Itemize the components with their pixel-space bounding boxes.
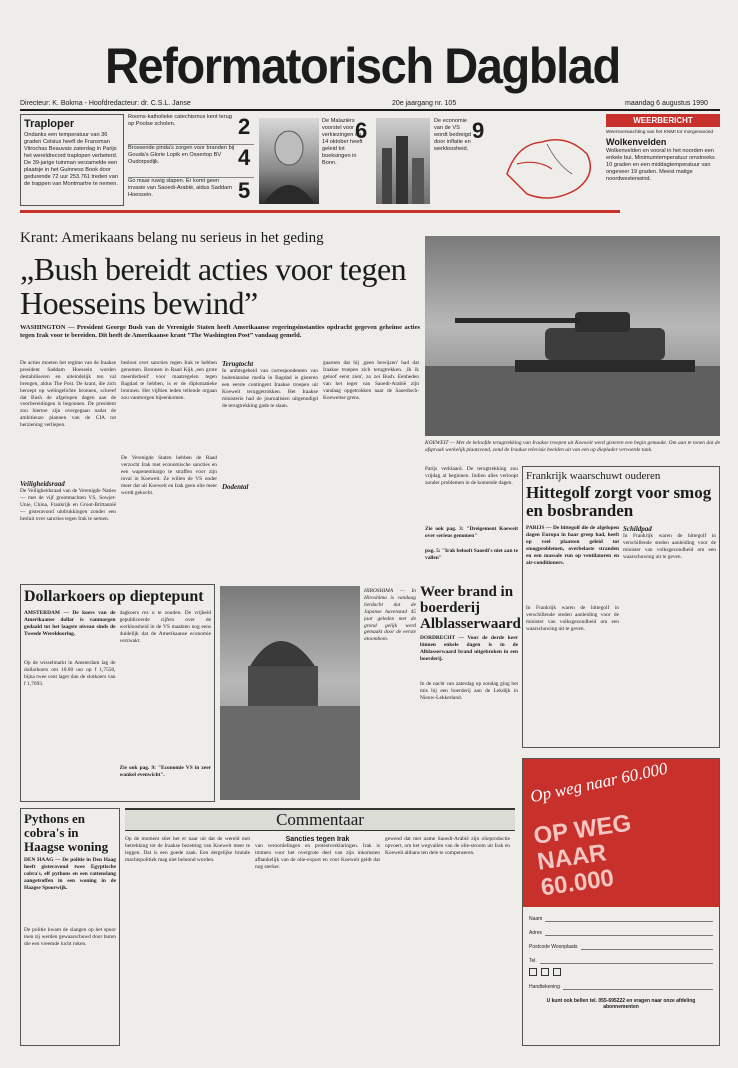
ad-checkboxes <box>529 968 713 976</box>
teaser-text: De economie van de VS wordt bedreigd door inflatie en werkloosheid. <box>434 118 472 152</box>
commentaar-header: Commentaar <box>125 808 515 831</box>
pythons-headline: Pythons en cobra's in Haagse woning <box>24 811 109 854</box>
ad-stamp-text: Op weg naar 60.000 <box>528 759 670 807</box>
hiroshima-caption: HIROSHIMA — In Hiroshima is vandaag herdacht dat de Japanse havenstad 45 jaar geleden met de grond gelijk werd gemaakt door de eerste atoombom. <box>364 588 416 643</box>
lead-subhead: Terugtocht <box>222 360 254 368</box>
dollar-text: dagkoers rez u te zouden. De vrijheid gepubliceerde cijfers over de werkloosheid in de VS maakten nog eens duidelijk dat de Amerikaanse economie verzwakt. <box>119 610 211 644</box>
weather-header: WEERBERICHT <box>606 114 720 127</box>
ad-slogan <box>532 811 640 902</box>
lead-kicker: Krant: Amerikaans belang nu serieus in het geding <box>20 230 324 246</box>
frankrijk-kicker: Frankrijk waarschuwt ouderen <box>526 470 661 482</box>
skyline-photo <box>376 118 430 204</box>
frankrijk-headline: Hittegolf zorgt voor smog en bosbranden <box>526 483 712 520</box>
weather-source: Weersverwachting van het KNMI tot morgenavond <box>606 130 714 135</box>
dollar-article <box>20 584 215 802</box>
form-label: Handtekening <box>529 984 560 990</box>
tank-icon <box>425 236 720 436</box>
frankrijk-intro: PARIJS — De hittegolf die de afgelopen dagen Europa in haar greep had, heeft op veel plaatsen geleid tot smogproblemen, overbelaste stranden en een massale run op ventilatoren en air-conditioners. <box>526 525 619 566</box>
teaser-page-number: 9 <box>472 118 485 143</box>
lead-column-1 <box>20 360 116 580</box>
teaser-item[interactable] <box>128 178 254 206</box>
form-label: Tel. <box>529 958 537 964</box>
ad-red-banner <box>523 759 719 907</box>
teaser-text: De Malaziërs voorstel voor verkiezingen op 14 oktober heeft geleid tot boeksingen in Bonn. <box>322 118 363 166</box>
teaser-page-number: 6 <box>355 118 368 143</box>
option-checkbox[interactable] <box>529 968 537 976</box>
pythons-article <box>20 808 120 1046</box>
traploper-text: Ondanks een temperatuur van 36 graden Celsius heeft de Fransman Vitrochas Beauvais zaterdag in Parijs het wereldrecord traplopen verbeterd. De 39-jarige tuinman verzamelde een plaatsje in het Guinness Book door gedurende 72 uur 253.761 treden van de trappen van Montmartre te nemen. <box>24 132 118 187</box>
skyline-icon <box>376 118 430 204</box>
teaser-stack <box>128 114 254 206</box>
option-checkbox[interactable] <box>553 968 561 976</box>
address-field[interactable] <box>545 926 713 936</box>
weather-map <box>497 114 603 206</box>
weer-headline: Weer brand in boerderij Alblasserwaard <box>420 584 521 632</box>
lead-column-4 <box>323 360 419 580</box>
lead-text: De Veiligheidsraad van de Verenigde Naties — met de vijf grootmachten VS, Sowjet-Unie, China, Frankrijk en Groot-Brittannië — gisteravond uitdrukkingen zonder een besluit over sancties tegen Irak te nemen. <box>20 488 116 522</box>
issue-number: 20e jaargang nr. 105 <box>392 100 457 107</box>
lead-subhead: Veiligheidsraad <box>20 480 65 488</box>
weather-title: Wolkenvelden <box>606 137 667 147</box>
lead-intro: WASHINGTON — President George Bush van de Verenigde Staten heeft Amerikaanse regeringsinstanties opdracht gegeven geheime acties tegen Irak voor te bereiden. Dit heeft de Amerikaanse krant ”The Washington Post” vandaag gemeld. <box>20 324 420 339</box>
postcode-field[interactable] <box>581 940 713 950</box>
frankrijk-text: In Frankrijk waren de hittegolf in verschillende steden aanleiding voor de minister van volksgezondheid om een waarschuwing uit te geven. <box>526 605 619 632</box>
tank-photo <box>425 236 720 436</box>
signature-field[interactable] <box>563 980 713 990</box>
commentaar-text: Op de moment stiet het er naar uit dat de wereld met betrekking tot de Iraakse bezetting van Koeweit meer te leggen. Dat is een goede zaak. Een dergelijke brutale machtspolitiek mag niet beloond worden. <box>125 836 250 863</box>
weather-map-icon <box>497 114 603 206</box>
teaser-page-number: 2 <box>238 114 251 139</box>
lead-column-3 <box>222 360 318 580</box>
lead-text: gaarnen dat hij ,geen bewijzen' had dat Iraakse troepen zich terugtrekken. ,Ik ik geloof eerst zien', zo zei Bush. Eenheden van het leger van Saoedi-Arabië zijn vandaag opgetrokken naar de Saoedisch-Koeweitse grens. <box>323 360 419 401</box>
weer-text: In de nacht van zaterdag op zondag ging het mis bij een boerderij aan de Lekdijk in Nieuw-Lekkerland. <box>420 681 518 701</box>
pythons-intro: DEN HAAG — De politie in Den Haag heeft gisteravond twee Egyptische cobra's, elf pythons en een rattenslang aangetroffen in een woning in de Haagse Spoorwijk. <box>24 857 116 891</box>
pythons-text: De politie kwam de slangen op het spoor toen zij werden gewaarschuwd door buren die een vreemde lucht roken. <box>24 927 116 947</box>
teaser-item[interactable] <box>128 145 254 178</box>
teaser-text: Brossende pinda's zorgen voor branden bij Gouda's Glorie Lopik en Ossertop BV Oudorpsdijk. <box>128 145 235 165</box>
lead-text: De acties moeten het regime van de Iraakse president Saddam Hoessein worden destabiliseren en uiteindelijk ten val brengen, aldus The Post. De krant, die zich beroept op welingelichte bronnen, schreef dat Bush de afgelopen dagen aan de voorbereidingen is begonnen. De president zou hiertoe zijn overgegaan nadat de ambitieuze plannen van de CIA tot herziening verliepen. <box>20 360 116 429</box>
atomic-dome-icon <box>220 586 360 800</box>
lead-text: besloot over sancties tegen Irak te hebben genomen. Bronnen in Raad Kijk ,een grote meerderheid' voor maatregelen tegen Bagdad te hebben, is er de diplomatieke bronnen. Het vijftien leden tellende orgaan zou vanmorgen bijeenkomen. <box>121 360 217 401</box>
ad-slogan-line: 60.000 <box>539 864 616 902</box>
commentaar-text: gewend dat met name Saoedi-Arabië zijn olieproductie opvoert, om het wegvallen van de olie-stroom uit Irak en Koeweit althans ten dele te compenseren. <box>385 836 510 856</box>
teaser-item[interactable] <box>434 118 474 204</box>
ad-footer: U kunt ook bellen tel. 055-695222 en vragen naar onze afdeling abonnementen <box>546 998 696 1010</box>
teaser-page-number: 4 <box>238 145 251 170</box>
ad-form <box>523 907 719 1015</box>
option-checkbox[interactable] <box>541 968 549 976</box>
lead-headline: „Bush bereidt acties voor tegen Hoesseins bewind” <box>20 251 407 321</box>
commentaar-text: van veroordelingen en protestverklaringen. Irak is immers voor het overgrote deel van zijn inkomsten afhankelijk van de olie-export en voor Koeweit geldt dat nog sterker. <box>255 843 380 870</box>
commentaar-title: Sancties tegen Irak <box>285 836 350 843</box>
frankrijk-text: In Frankrijk waren de hittegolf in verschillende steden aanleiding voor de minister van volksgezondheid om een waarschuwing uit te geven. <box>623 533 716 560</box>
portrait-silhouette-icon <box>259 118 319 204</box>
lead-column-2 <box>121 360 217 580</box>
see-also-note[interactable]: Zie ook pag. 3: "Dreigement Koeweit over serieus genomen" <box>425 526 518 539</box>
red-divider <box>20 210 620 213</box>
weer-article <box>420 584 521 804</box>
traploper-title: Traploper <box>24 118 75 130</box>
teaser-text: Rooms-katholieke catechismus kent terug op Poolse scholen. <box>128 114 232 127</box>
form-label: Adres <box>529 930 543 936</box>
ad-slogan-line: NAAR <box>535 839 608 876</box>
dollar-see-also[interactable]: Zie ook pag. 9: "Economie VS in zeer wankel evenwicht". <box>119 765 211 778</box>
hiroshima-photo <box>220 586 360 800</box>
see-also-note[interactable]: pag. 5: "Irak belooft Saoedi's niet aan te vallen" <box>425 548 518 561</box>
frankrijk-subhead: Schildpad <box>623 525 652 533</box>
traploper-box <box>20 114 124 206</box>
lead-subhead: Dodental <box>222 483 249 491</box>
dollar-intro: AMSTERDAM — De koers van de Amerikaanse dollar is vanmorgen gedaald tot het laagste niveau sinds de Tweede Wereldoorlog. <box>24 610 116 637</box>
dollar-text: Op de wisselmarkt in Amsterdam lag de dollarkoers om 10.00 uur op f 1,7550, bijna twee cent lager dan de slotkoers van f 1,7693. <box>24 660 116 687</box>
form-label: Naam <box>529 916 543 922</box>
lead-text: In ambtsgeheid van correspondenten van buitenlandse media in Bagdad is gisteren een eerste contingent Iraakse troepen uit Koeweit teruggetrokken. Het Iraakse ministerie had de journalisten uitgenodigd de terugtrekking gade te slaan. <box>222 368 318 409</box>
lead-text: De Verenigde Staten hebben de Raad verzocht Irak met economische sancties en een wapenembargo te straffen voor zijn inval in Koeweit. Ze willen de VS onder meer dat uit Koeweit en Irak geen olie meer wordt gekocht. <box>121 455 217 496</box>
lead-continuation <box>425 466 518 581</box>
weer-intro: DORDRECHT — Voor de derde keer binnen enkele dagen is in de Alblasserwaard brand uitgebroken in een boerderij. <box>420 635 518 662</box>
lead-text: Parijs verklaard. De terugtrekking zou vrijdag al beginnen. Indien alles verloopt zonder problemen in de komende dagen. <box>425 466 518 486</box>
ad-slogan-line: OP WEG <box>531 809 633 850</box>
staff-line: Directeur: K. Bokma - Hoofdredacteur: dr. C.S.L. Janse <box>20 100 191 107</box>
weather-box <box>606 114 720 206</box>
teaser-text: Go maar ruwig slapen. Er komt geen invasie van Saoedi-Arabië, aldus Saddam Hoessein. <box>128 178 232 198</box>
issue-date: maandag 6 augustus 1990 <box>625 100 708 107</box>
name-field[interactable] <box>545 912 713 922</box>
subscription-ad <box>522 758 720 1046</box>
phone-field[interactable] <box>540 954 713 964</box>
teaser-item[interactable] <box>128 114 254 145</box>
masthead-rule <box>20 109 720 111</box>
weather-text: Wolkenvelden en vooral in het noorden een enkele bui. Minimumtemperatuur omstreeks 10 graden en een middagtemperatuur van ongeveer 19 graden. Meest matige noordwestenwind. <box>606 148 715 182</box>
portrait-photo <box>259 118 319 204</box>
masthead-title: Reformatorisch Dagblad <box>105 38 620 94</box>
frankrijk-article <box>522 466 720 748</box>
dollar-headline: Dollarkoers op dieptepunt <box>24 588 204 605</box>
tank-photo-caption: KOEWEIT — Met de beloofde terugtrekking van Iraakse troepen uit Koeweit werd gisteren een begin gemaakt. Om aan te tonen dat de afspraak werkelijk plaatsvond, zond de Iraakse televisie beelden uit van een op dieplader vervoerde tank. <box>425 440 720 453</box>
commentaar-section <box>125 808 515 1048</box>
teaser-page-number: 5 <box>238 178 251 203</box>
form-label: Postcode Woonplaats <box>529 944 578 950</box>
